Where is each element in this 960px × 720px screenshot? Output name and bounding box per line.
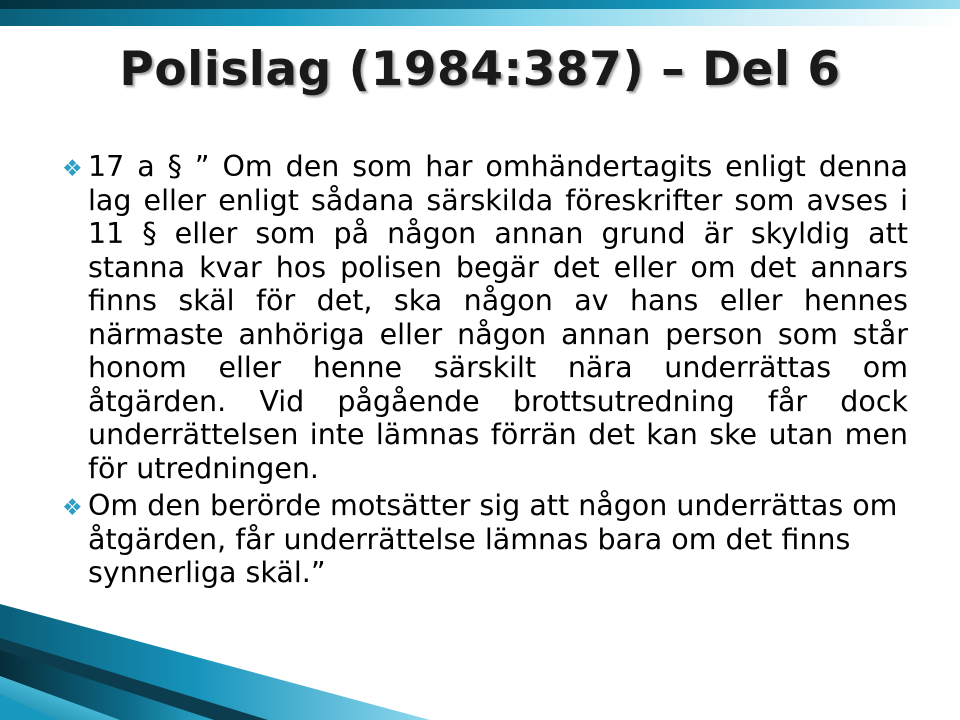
list-item: [62, 150, 908, 485]
list-item-text: 17 a § ” Om den som har omhändertagits enligt denna lag eller enligt sådana särskilda föreskrifter som avses i 11 § eller som på någon annan grund är skyldig att stanna kvar hos polisen begär det eller om det annars finns skäl för det, ska någon av hans eller hennes närmaste anhöriga eller någon annan person som står honom eller henne särskilt nära underrättas om åtgärden. Vid pågående brottsutredning får dock underrättelsen inte lämnas förrän det kan ske utan men för utredningen.: [88, 150, 908, 485]
page-title: Polislag (1984:387) – Del 6: [119, 42, 841, 97]
bullet-diamond-icon: ❖: [62, 156, 83, 182]
top-decorative-band-dark-edge: [0, 0, 960, 9]
bottom-left-decoration: [0, 590, 560, 720]
list-item: [62, 489, 908, 590]
title-container: [0, 42, 960, 97]
decorative-corner-graphic: [0, 590, 560, 720]
bullet-diamond-icon: ❖: [62, 495, 83, 521]
body-content: [62, 150, 908, 594]
list-item-text: Om den berörde motsätter sig att någon underrättas om åtgärden, får underrättelse lämnas bara om det finns synnerliga skäl.”: [88, 489, 898, 589]
